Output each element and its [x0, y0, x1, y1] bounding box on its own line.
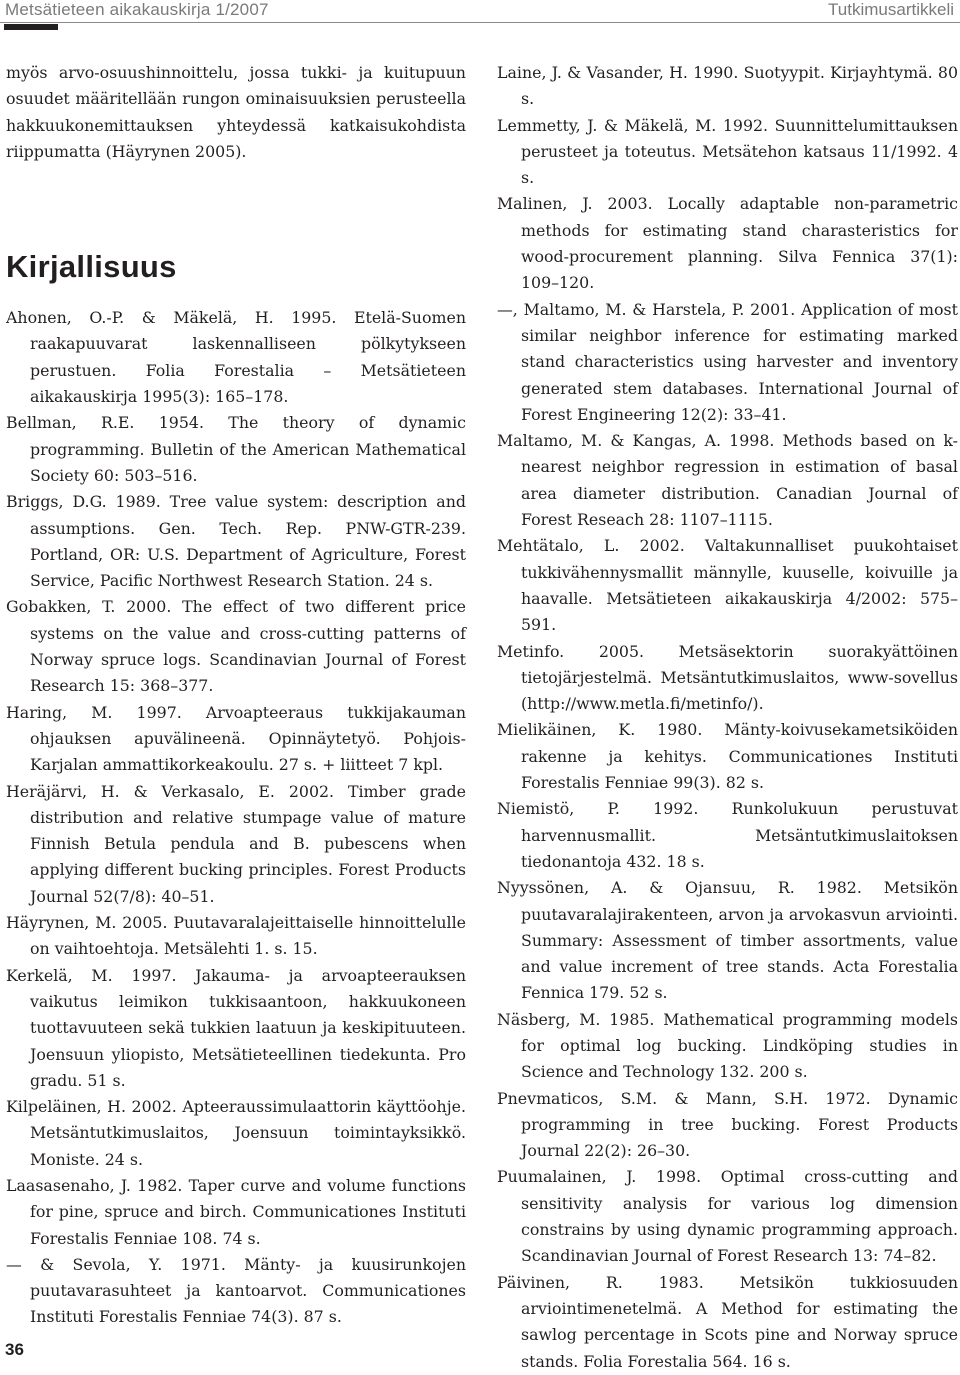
reference-item: Kilpeläinen, H. 2002. Apteeraussimulaattorin käyttöohje. Metsäntutkimuslaitos, Joensuun toimintayksikkö. Moniste. 24 s.	[6, 1097, 466, 1169]
reference-item: Lemmetty, J. & Mäkelä, M. 1992. Suunnittelumittauksen perusteet ja toteutus. Metsätehon katsaus 11/1992. 4 s.	[497, 115, 958, 188]
page-number: 36	[5, 1340, 24, 1359]
reference-item: Kerkelä, M. 1997. Jakauma- ja arvoapteerauksen vaikutus leimikon tukkisaantoon, hakkuukoneen tuottavuuteen sekä tukkien laatuun ja keskipituuteen. Joensuun yliopisto, Metsätieteellinen tiedekunta. Pro gradu. 51 s.	[6, 965, 466, 1090]
reference-item: Metinfo. 2005. Metsäsektorin suorakyättöinen tietojärjestelmä. Metsäntutkimuslaitos, www-sovellus (http://www.metla.fi/metinfo/).	[497, 641, 958, 714]
reference-item: Pnevmaticos, S.M. & Mann, S.H. 1972. Dynamic programming in tree bucking. Forest Products Journal 22(2): 26–30.	[497, 1088, 958, 1161]
reference-item: Nyyssönen, A. & Ojansuu, R. 1982. Metsikön puutavaralajirakenteen, arvon ja arvokasvun arviointi. Summary: Assessment of timber assortments, value and value increment of tree stands. Acta Forestalia Fennica 179. 52 s.	[497, 878, 958, 1003]
reference-item: Heräjärvi, H. & Verkasalo, E. 2002. Timber grade distribution and relative stumpage value of mature Finnish Betula pendula and B. pubescens when applying different bucking principles. Forest Products Journal 52(7/8): 40–51.	[6, 781, 466, 906]
reference-item: —, Maltamo, M. & Harstela, P. 2001. Application of most similar neighbor inference for estimating marked stand characteristics using harvester and inventory generated stem databases. International Journal of Forest Engineering 12(2): 33–41.	[497, 299, 958, 424]
right-column	[497, 60, 958, 1375]
left-column	[6, 60, 466, 1331]
reference-item: — & Sevola, Y. 1971. Mänty- ja kuusirunkojen puutavarasuhteet ja kantoarvot. Communicationes Instituti Forestalis Fenniae 74(3). 87 s.	[6, 1254, 466, 1327]
reference-item: Maltamo, M. & Kangas, A. 1998. Methods based on k-nearest neighbor regression in estimation of basal area diameter distribution. Canadian Journal of Forest Reseach 28: 1107–1115.	[497, 431, 958, 530]
left-reference-list	[6, 305, 466, 1331]
journal-title: Metsätieteen aikakauskirja 1/2007	[5, 0, 269, 19]
section-label: Tutkimusartikkeli	[828, 0, 954, 19]
running-header	[0, 0, 960, 23]
reference-item: Laasasenaho, J. 1982. Taper curve and volume functions for pine, spruce and birch. Communicationes Instituti Forestalis Fenniae 108. 74 s.	[6, 1175, 466, 1248]
reference-item: Gobakken, T. 2000. The effect of two different price systems on the value and cross-cutting patterns of Norway spruce logs. Scandinavian Journal of Forest Research 15: 368–377.	[6, 597, 466, 696]
reference-item: Mehtätalo, L. 2002. Valtakunnalliset puukohtaiset tukkivähennysmallit männylle, kuuselle, koivuille ja haavalle. Metsätieteen aikakauskirja 4/2002: 575–591.	[497, 536, 958, 635]
reference-item: Päivinen, R. 1983. Metsikön tukkiosuuden arviointimenetelmä. A Method for estimating the sawlog percentage in Scots pine and Norway spruce stands. Folia Forestalia 564. 16 s.	[497, 1272, 958, 1371]
reference-item: Mielikäinen, K. 1980. Mänty-koivusekametsiköiden rakenne ja kehitys. Communicationes Instituti Forestalis Fenniae 99(3). 82 s.	[497, 720, 958, 793]
reference-item: Bellman, R.E. 1954. The theory of dynamic programming. Bulletin of the American Mathematical Society 60: 503–516.	[6, 413, 466, 485]
reference-item: Ahonen, O.-P. & Mäkelä, H. 1995. Etelä-Suomen raakapuuvarat laskennalliseen pölkytykseen perustuen. Folia Forestalia – Metsätieteen aikakauskirja 1995(3): 165–178.	[6, 308, 466, 407]
reference-item: Briggs, D.G. 1989. Tree value system: description and assumptions. Gen. Tech. Rep. PNW-GTR-239. Portland, OR: U.S. Department of Agriculture, Forest Service, Pacific Northwest Research Station. 24 s.	[6, 492, 466, 591]
reference-item: Laine, J. & Vasander, H. 1990. Suotyypit. Kirjayhtymä. 80 s.	[497, 63, 958, 109]
reference-item: Niemistö, P. 1992. Runkolukuun perustuvat harvennusmallit. Metsäntutkimuslaitoksen tiedonantoja 432. 18 s.	[497, 799, 958, 871]
intro-paragraph: myös arvo-osuushinnoittelu, jossa tukki- ja kuitupuun osuudet määritellään rungon ominaisuuksien perusteella hakkuukonemittauksen yhteydessä katkaisukohdista riippumatta (Häyrynen 2005).	[6, 63, 466, 161]
right-reference-list	[497, 60, 958, 1375]
reference-item: Näsberg, M. 1985. Mathematical programming models for optimal log bucking. Lindköping studies in Science and Technology 132. 200 s.	[497, 1009, 958, 1082]
reference-item: Haring, M. 1997. Arvoapteeraus tukkijakauman ohjauksen apuvälineenä. Opinnäytetyö. Pohjois-Karjalan ammattikorkeakoulu. 27 s. + liitteet 7 kpl.	[6, 702, 466, 775]
reference-item: Malinen, J. 2003. Locally adaptable non-parametric methods for estimating stand charasteristics for wood-procurement planning. Silva Fennica 37(1): 109–120.	[497, 194, 958, 293]
reference-item: Puumalainen, J. 1998. Optimal cross-cutting and sensitivity analysis for various log dimension constrains by using dynamic programming approach. Scandinavian Journal of Forest Research 13: 74–82.	[497, 1167, 958, 1266]
references-heading: Kirjallisuus	[6, 249, 177, 285]
reference-item: Häyrynen, M. 2005. Puutavaralajeittaiselle hinnoittelulle on vaihtoehtoja. Metsälehti 1. s. 15.	[6, 913, 466, 959]
header-accent-bar	[4, 24, 58, 30]
